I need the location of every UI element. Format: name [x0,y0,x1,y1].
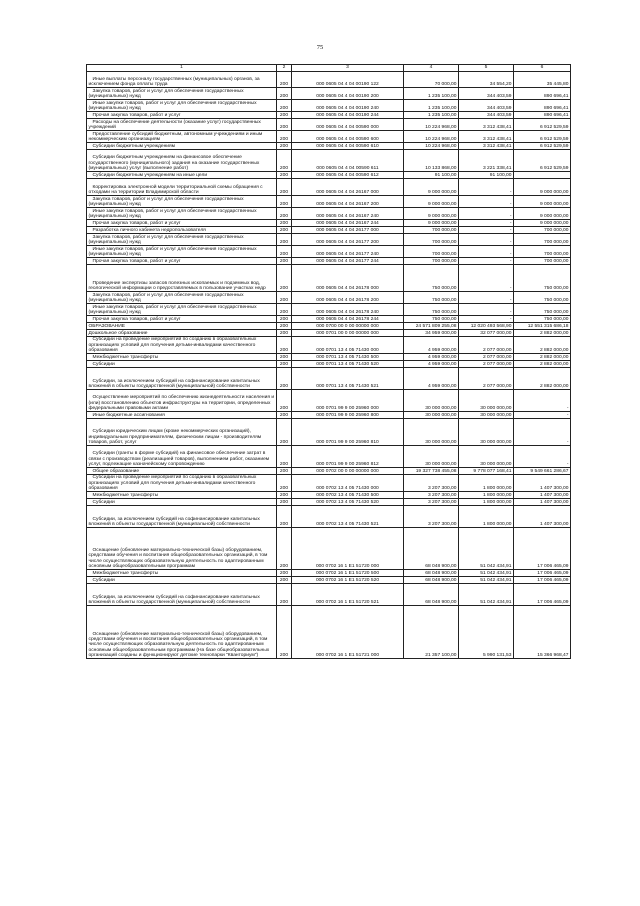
table-row [87,419,571,446]
row-code-cell: 200 [277,234,292,246]
row-executed-amount-cell: 344 403,59 [459,112,514,119]
table-row [87,570,571,577]
row-unexecuted-amount-cell: 6 912 529,59 [514,119,571,131]
row-approved-amount-cell: 10 224 968,00 [404,131,459,143]
row-classification-code-cell: 000 0605 04 4 04 00590 610 [292,143,404,150]
row-unexecuted-amount-cell: 17 006 465,09 [514,570,571,577]
row-classification-code-cell: 000 0701 99 9 00 25960 810 [292,419,404,446]
row-approved-amount-cell: 9 000 000,00 [404,220,459,227]
row-executed-amount-cell: 1 800 000,00 [459,506,514,528]
row-unexecuted-amount-cell: 35 445,80 [514,72,571,88]
row-name-cell: Субсидии, за исключением субсидий на софинансирование капитальных вложений в объекты государственной (муниципальной) собственности [87,506,277,528]
row-unexecuted-amount-cell: 1 407 300,00 [514,492,571,499]
row-executed-amount-cell: 12 020 493 568,90 [459,323,514,330]
row-approved-amount-cell: 750 000,00 [404,304,459,316]
row-approved-amount-cell: 3 207 300,00 [404,499,459,506]
row-code-cell: 200 [277,528,292,570]
table-row [87,323,571,330]
row-unexecuted-amount-cell: - [514,390,571,412]
row-executed-amount-cell: - [459,220,514,227]
row-code-cell: 200 [277,100,292,112]
row-classification-code-cell: 000 0605 04 4 04 00190 244 [292,112,404,119]
row-code-cell: 200 [277,577,292,584]
table-row [87,446,571,468]
row-unexecuted-amount-cell: 15 366 968,47 [514,606,571,659]
row-code-cell: 200 [277,265,292,292]
row-classification-code-cell: 000 0701 13 4 05 71430 500 [292,354,404,361]
row-classification-code-cell: 000 0702 13 4 05 71430 000 [292,475,404,492]
row-classification-code-cell: 000 0702 13 4 05 71430 521 [292,506,404,528]
row-classification-code-cell: 000 0701 99 9 00 25960 800 [292,412,404,419]
row-approved-amount-cell: 700 000,00 [404,258,459,265]
table-row [87,143,571,150]
row-code-cell: 200 [277,323,292,330]
row-classification-code-cell: 000 0701 00 0 00 00000 000 [292,330,404,337]
row-code-cell: 200 [277,72,292,88]
row-code-cell: 200 [277,143,292,150]
row-executed-amount-cell: - [459,246,514,258]
row-classification-code-cell: 000 0605 04 4 04 26177 000 [292,227,404,234]
row-unexecuted-amount-cell: 1 407 300,00 [514,499,571,506]
table-row [87,150,571,172]
column-number-row [87,65,571,72]
table-row [87,584,571,606]
row-unexecuted-amount-cell: 2 882 000,00 [514,361,571,368]
row-approved-amount-cell: 68 048 900,00 [404,577,459,584]
table-row [87,499,571,506]
table-row [87,208,571,220]
table-row [87,246,571,258]
row-classification-code-cell: 000 0605 04 4 04 26178 200 [292,292,404,304]
row-code-cell: 200 [277,584,292,606]
row-name-cell: Оснащение (обновление материально-технической базы) оборудованием, средствами обучения и воспитания общеобразовательных организаций, в том числе осуществляющих образовательную деятельность по адаптированным основным общеобразовательным программам [87,528,277,570]
row-classification-code-cell: 000 0701 13 4 05 71430 520 [292,361,404,368]
table-row [87,131,571,143]
row-classification-code-cell: 000 0605 04 4 04 26177 200 [292,234,404,246]
row-approved-amount-cell: 30 000 000,00 [404,390,459,412]
table-row [87,119,571,131]
row-unexecuted-amount-cell: 700 000,00 [514,227,571,234]
row-approved-amount-cell: 1 235 100,00 [404,100,459,112]
table-row [87,316,571,323]
row-classification-code-cell: 000 0605 04 4 04 26177 244 [292,258,404,265]
row-classification-code-cell: 000 0700 00 0 00 00000 000 [292,323,404,330]
row-classification-code-cell: 000 0605 04 4 04 00590 600 [292,131,404,143]
row-name-cell: Закупка товаров, работ и услуг для обеспечения государственных (муниципальных) нужд [87,234,277,246]
row-classification-code-cell: 000 0702 00 0 00 00000 000 [292,468,404,475]
row-unexecuted-amount-cell: 9 000 000,00 [514,208,571,220]
row-name-cell: Субсидии, за исключением субсидий на софинансирование капитальных вложений в объекты государственной (муниципальной) собственности [87,368,277,390]
row-code-cell: 200 [277,208,292,220]
row-unexecuted-amount-cell: 2 882 000,00 [514,368,571,390]
column-number-1: 1 [87,65,277,72]
row-name-cell: Расходы на обеспечение деятельности (оказание услуг) государственных учреждений [87,119,277,131]
table-row [87,172,571,179]
budget-execution-table [86,64,571,659]
row-executed-amount-cell: 2 077 000,00 [459,354,514,361]
row-code-cell: 200 [277,446,292,468]
row-code-cell: 200 [277,606,292,659]
row-code-cell: 200 [277,368,292,390]
row-unexecuted-amount-cell: 700 000,00 [514,234,571,246]
row-unexecuted-amount-cell: 890 696,41 [514,100,571,112]
row-code-cell: 200 [277,179,292,196]
row-executed-amount-cell: 1 800 000,00 [459,499,514,506]
row-code-cell: 200 [277,506,292,528]
row-unexecuted-amount-cell: 700 000,00 [514,258,571,265]
row-executed-amount-cell: 51 042 434,91 [459,584,514,606]
row-executed-amount-cell: 3 312 438,41 [459,131,514,143]
row-code-cell: 200 [277,316,292,323]
row-classification-code-cell: 000 0605 04 4 04 00590 612 [292,172,404,179]
row-classification-code-cell: 000 0701 13 4 05 71430 521 [292,368,404,390]
row-name-cell: Межбюджетные трансферты [87,354,277,361]
row-classification-code-cell: 000 0605 04 4 04 26167 244 [292,220,404,227]
row-approved-amount-cell: 68 048 900,00 [404,570,459,577]
row-unexecuted-amount-cell: 750 000,00 [514,304,571,316]
row-name-cell: Иные закупки товаров, работ и услуг для обеспечения государственных (муниципальных) нужд [87,246,277,258]
row-unexecuted-amount-cell: 9 000 000,00 [514,179,571,196]
row-executed-amount-cell: 51 042 434,91 [459,570,514,577]
row-unexecuted-amount-cell: 6 912 529,59 [514,131,571,143]
row-classification-code-cell: 000 0702 16 1 E1 51720 500 [292,570,404,577]
row-unexecuted-amount-cell: 9 000 000,00 [514,220,571,227]
row-name-cell: Иные бюджетные ассигнования [87,412,277,419]
row-approved-amount-cell: 68 048 900,00 [404,584,459,606]
row-classification-code-cell: 000 0605 04 4 04 00190 122 [292,72,404,88]
row-classification-code-cell: 000 0605 04 4 04 00190 200 [292,88,404,100]
table-row [87,72,571,88]
row-classification-code-cell: 000 0702 13 4 05 71430 500 [292,492,404,499]
row-code-cell: 200 [277,292,292,304]
row-name-cell: Субсидии [87,499,277,506]
row-unexecuted-amount-cell: 9 549 661 286,67 [514,468,571,475]
row-approved-amount-cell: 4 959 000,00 [404,354,459,361]
row-approved-amount-cell: 700 000,00 [404,234,459,246]
row-approved-amount-cell: 750 000,00 [404,316,459,323]
row-unexecuted-amount-cell: 12 551 315 686,18 [514,323,571,330]
row-classification-code-cell: 000 0702 16 1 E1 51721 000 [292,606,404,659]
row-classification-code-cell: 000 0605 04 4 04 00590 611 [292,150,404,172]
row-code-cell: 200 [277,354,292,361]
row-code-cell: 200 [277,337,292,354]
row-approved-amount-cell: 70 000,00 [404,72,459,88]
column-number-4: 4 [404,65,459,72]
row-unexecuted-amount-cell: 890 696,41 [514,88,571,100]
row-code-cell: 200 [277,492,292,499]
row-name-cell: Субсидии бюджетным учреждениям на финансовое обеспечение государственного (муниципального) задания на оказание государственных (муниципальных) услуг (выполнение работ) [87,150,277,172]
row-classification-code-cell: 000 0605 04 4 04 26167 240 [292,208,404,220]
row-name-cell: Субсидии на проведение мероприятий по созданию в образовательных организациях условий для получения детьми-инвалидами качественного образования [87,337,277,354]
row-executed-amount-cell: 2 077 000,00 [459,337,514,354]
row-approved-amount-cell: 4 959 000,00 [404,337,459,354]
table-row [87,337,571,354]
row-name-cell: Оснащение (обновление материально-технической базы) оборудованием, средствами обучения и воспитания общеобразовательных организаций, в том числе осуществляющих образовательную деятельность по адаптированным основным общеобразовательным программам (На базе общеобразовательных организаций созданы и функционируют детские технопарки "Кванториум") [87,606,277,659]
row-code-cell: 200 [277,150,292,172]
row-code-cell: 200 [277,419,292,446]
row-classification-code-cell: 000 0701 99 9 00 25960 812 [292,446,404,468]
row-name-cell: Разработка личного кабинета недропользователя [87,227,277,234]
row-executed-amount-cell: 30 000 000,00 [459,446,514,468]
row-name-cell: Закупка товаров, работ и услуг для обеспечения государственных (муниципальных) нужд [87,292,277,304]
table-row [87,390,571,412]
row-code-cell: 200 [277,412,292,419]
row-name-cell: Иные закупки товаров, работ и услуг для обеспечения государственных (муниципальных) нужд [87,304,277,316]
table-row [87,258,571,265]
row-approved-amount-cell: 3 207 300,00 [404,492,459,499]
table-row [87,179,571,196]
row-approved-amount-cell: 10 133 868,00 [404,150,459,172]
row-approved-amount-cell: 24 571 809 255,08 [404,323,459,330]
row-unexecuted-amount-cell: - [514,419,571,446]
table-row [87,220,571,227]
row-name-cell: Прочая закупка товаров, работ и услуг [87,258,277,265]
row-unexecuted-amount-cell: 750 000,00 [514,265,571,292]
row-classification-code-cell: 000 0605 04 4 04 26178 000 [292,265,404,292]
row-name-cell: Дошкольное образование [87,330,277,337]
row-approved-amount-cell: 34 959 000,00 [404,330,459,337]
row-approved-amount-cell: 19 327 738 455,08 [404,468,459,475]
row-name-cell: Межбюджетные трансферты [87,492,277,499]
row-executed-amount-cell: - [459,265,514,292]
table-row [87,112,571,119]
row-code-cell: 200 [277,246,292,258]
table-row [87,354,571,361]
row-name-cell: Прочая закупка товаров, работ и услуг [87,112,277,119]
row-name-cell: ОБРАЗОВАНИЕ [87,323,277,330]
table-row [87,475,571,492]
row-unexecuted-amount-cell: - [514,446,571,468]
row-unexecuted-amount-cell: 6 912 529,59 [514,150,571,172]
row-name-cell: Закупка товаров, работ и услуг для обеспечения государственных (муниципальных) нужд [87,88,277,100]
row-executed-amount-cell: - [459,208,514,220]
row-approved-amount-cell: 10 224 968,00 [404,119,459,131]
row-approved-amount-cell: 750 000,00 [404,265,459,292]
row-approved-amount-cell: 9 000 000,00 [404,208,459,220]
column-number-2: 2 [277,65,292,72]
row-code-cell: 200 [277,119,292,131]
row-code-cell: 200 [277,499,292,506]
column-number-3: 3 [292,65,404,72]
row-code-cell: 200 [277,131,292,143]
row-executed-amount-cell: 30 000 000,00 [459,419,514,446]
row-unexecuted-amount-cell: 2 882 000,00 [514,354,571,361]
row-approved-amount-cell: 3 207 300,00 [404,475,459,492]
row-code-cell: 200 [277,227,292,234]
row-classification-code-cell: 000 0702 16 1 E1 51720 520 [292,577,404,584]
row-name-cell: Предоставление субсидий бюджетным, автономным учреждениям и иным некоммерческим организациям [87,131,277,143]
table-row [87,412,571,419]
row-name-cell: Прочая закупка товаров, работ и услуг [87,220,277,227]
row-classification-code-cell: 000 0702 16 1 E1 51720 000 [292,528,404,570]
row-executed-amount-cell: 30 000 000,00 [459,412,514,419]
row-name-cell: Субсидии (гранты в форме субсидий) на финансовое обеспечение затрат в связи с производством (реализацией товаров), выполнением работ, оказанием услуг, подлежащие казначейскому сопровождению [87,446,277,468]
row-executed-amount-cell: 1 800 000,00 [459,475,514,492]
table-row [87,234,571,246]
row-approved-amount-cell: 91 100,00 [404,172,459,179]
row-executed-amount-cell: - [459,234,514,246]
row-unexecuted-amount-cell: 750 000,00 [514,292,571,304]
row-classification-code-cell: 000 0605 04 4 04 26177 240 [292,246,404,258]
row-executed-amount-cell: 3 221 338,41 [459,150,514,172]
row-approved-amount-cell: 1 235 100,00 [404,88,459,100]
row-executed-amount-cell: 91 100,00 [459,172,514,179]
row-executed-amount-cell: 3 312 438,41 [459,119,514,131]
row-executed-amount-cell: 2 077 000,00 [459,361,514,368]
row-unexecuted-amount-cell: 9 000 000,00 [514,196,571,208]
row-classification-code-cell: 000 0605 04 4 04 00590 000 [292,119,404,131]
row-approved-amount-cell: 9 000 000,00 [404,196,459,208]
table-row [87,492,571,499]
row-approved-amount-cell: 30 000 000,00 [404,412,459,419]
row-name-cell: Субсидии бюджетным учреждениям на иные цели [87,172,277,179]
row-code-cell: 200 [277,172,292,179]
row-executed-amount-cell: 2 077 000,00 [459,368,514,390]
row-name-cell: Иные закупки товаров, работ и услуг для обеспечения государственных (муниципальных) нужд [87,100,277,112]
table-row [87,227,571,234]
row-name-cell: Субсидии бюджетным учреждениям [87,143,277,150]
row-approved-amount-cell: 3 207 300,00 [404,506,459,528]
row-executed-amount-cell: - [459,179,514,196]
page-number: 75 [316,44,324,51]
row-executed-amount-cell: 51 042 434,91 [459,577,514,584]
row-unexecuted-amount-cell: 17 006 465,09 [514,577,571,584]
table-row [87,368,571,390]
row-executed-amount-cell: - [459,304,514,316]
row-name-cell: Иные закупки товаров, работ и услуг для обеспечения государственных (муниципальных) нужд [87,208,277,220]
row-approved-amount-cell: 30 000 000,00 [404,446,459,468]
table-row [87,606,571,659]
row-unexecuted-amount-cell: 750 000,00 [514,316,571,323]
row-name-cell: Субсидии [87,577,277,584]
row-unexecuted-amount-cell: 6 912 529,59 [514,143,571,150]
row-code-cell: 200 [277,304,292,316]
row-approved-amount-cell: 700 000,00 [404,227,459,234]
row-code-cell: 200 [277,88,292,100]
row-name-cell: Субсидии юридическим лицам (кроме некоммерческих организаций), индивидуальным предпринимателям, физическим лицам - производителям товаров, работ, услуг [87,419,277,446]
row-classification-code-cell: 000 0702 13 4 05 71430 520 [292,499,404,506]
row-approved-amount-cell: 750 000,00 [404,292,459,304]
row-unexecuted-amount-cell [514,172,571,179]
row-classification-code-cell: 000 0605 04 4 04 26178 240 [292,304,404,316]
row-code-cell: 200 [277,390,292,412]
row-unexecuted-amount-cell: 2 882 000,00 [514,337,571,354]
row-executed-amount-cell: 34 554,20 [459,72,514,88]
row-name-cell: Закупка товаров, работ и услуг для обеспечения государственных (муниципальных) нужд [87,196,277,208]
row-name-cell: Иные выплаты персоналу государственных (муниципальных) органов, за исключением фонда оплаты труда [87,72,277,88]
row-name-cell: Субсидии, за исключением субсидий на софинансирование капитальных вложений в объекты государственной (муниципальной) собственности [87,584,277,606]
row-executed-amount-cell: 3 312 438,41 [459,143,514,150]
row-approved-amount-cell: 30 000 000,00 [404,419,459,446]
row-unexecuted-amount-cell: 17 006 465,09 [514,584,571,606]
row-approved-amount-cell: 9 000 000,00 [404,179,459,196]
row-code-cell: 200 [277,330,292,337]
row-executed-amount-cell: - [459,258,514,265]
row-name-cell: Проведение экспертизы запасов полезных ископаемых и подземных вод, геологической информации о предоставляемых в пользование участках недр [87,265,277,292]
row-executed-amount-cell: 32 077 000,00 [459,330,514,337]
row-name-cell: Корректировка электронной модели территориальной схемы обращения с отходами на территории Владимирской области [87,179,277,196]
row-executed-amount-cell: 5 990 131,53 [459,606,514,659]
table-row [87,292,571,304]
row-unexecuted-amount-cell: 890 696,41 [514,112,571,119]
table-row [87,506,571,528]
row-executed-amount-cell: 344 403,59 [459,100,514,112]
row-executed-amount-cell: 30 000 000,00 [459,390,514,412]
row-classification-code-cell: 000 0605 04 4 04 26167 000 [292,179,404,196]
column-number-6: 6 [514,65,571,72]
row-code-cell: 200 [277,220,292,227]
row-name-cell: Прочая закупка товаров, работ и услуг [87,316,277,323]
row-unexecuted-amount-cell: 1 407 300,00 [514,506,571,528]
row-classification-code-cell: 000 0701 13 4 05 71430 000 [292,337,404,354]
row-executed-amount-cell: - [459,292,514,304]
row-classification-code-cell: 000 0605 04 4 04 26178 244 [292,316,404,323]
row-name-cell: Межбюджетные трансферты [87,570,277,577]
row-approved-amount-cell: 1 235 100,00 [404,112,459,119]
table-row [87,100,571,112]
row-unexecuted-amount-cell: 1 407 300,00 [514,475,571,492]
row-name-cell: Субсидии [87,361,277,368]
row-classification-code-cell: 000 0701 99 9 00 25960 000 [292,390,404,412]
row-code-cell: 200 [277,570,292,577]
row-code-cell: 200 [277,112,292,119]
table-row [87,361,571,368]
table-row [87,196,571,208]
table-row [87,577,571,584]
row-unexecuted-amount-cell: 2 882 000,00 [514,330,571,337]
table-row [87,88,571,100]
table-row [87,265,571,292]
row-name-cell: Осуществление мероприятий по обеспечению жизнедеятельности населения и (или) восстановлению объектов инфраструктуры на территории, определенных федеральными правовыми актами [87,390,277,412]
row-code-cell: 200 [277,258,292,265]
row-code-cell: 200 [277,196,292,208]
row-classification-code-cell: 000 0605 04 4 04 00190 240 [292,100,404,112]
row-unexecuted-amount-cell: 17 006 465,09 [514,528,571,570]
row-approved-amount-cell: 4 959 000,00 [404,361,459,368]
table-row [87,304,571,316]
column-number-5: 5 [459,65,514,72]
table-row [87,468,571,475]
row-unexecuted-amount-cell: - [514,412,571,419]
row-approved-amount-cell: 4 959 000,00 [404,368,459,390]
row-approved-amount-cell: 21 357 100,00 [404,606,459,659]
row-code-cell: 200 [277,475,292,492]
row-approved-amount-cell: 10 224 968,00 [404,143,459,150]
row-approved-amount-cell: 68 048 900,00 [404,528,459,570]
row-executed-amount-cell: 1 800 000,00 [459,492,514,499]
row-executed-amount-cell: - [459,227,514,234]
row-executed-amount-cell: - [459,316,514,323]
row-code-cell: 200 [277,361,292,368]
row-code-cell: 200 [277,468,292,475]
row-classification-code-cell: 000 0605 04 4 04 26167 200 [292,196,404,208]
row-classification-code-cell: 000 0702 16 1 E1 51720 521 [292,584,404,606]
row-executed-amount-cell: 51 042 434,91 [459,528,514,570]
row-name-cell: Общее образование [87,468,277,475]
row-executed-amount-cell: 9 778 077 168,41 [459,468,514,475]
row-name-cell: Субсидии на проведение мероприятий по созданию в образовательных организациях условий для получения детьми-инвалидами качественного образования [87,475,277,492]
table-row [87,528,571,570]
row-unexecuted-amount-cell: 700 000,00 [514,246,571,258]
table-row [87,330,571,337]
row-executed-amount-cell: - [459,196,514,208]
row-executed-amount-cell: 344 403,59 [459,88,514,100]
row-approved-amount-cell: 700 000,00 [404,246,459,258]
